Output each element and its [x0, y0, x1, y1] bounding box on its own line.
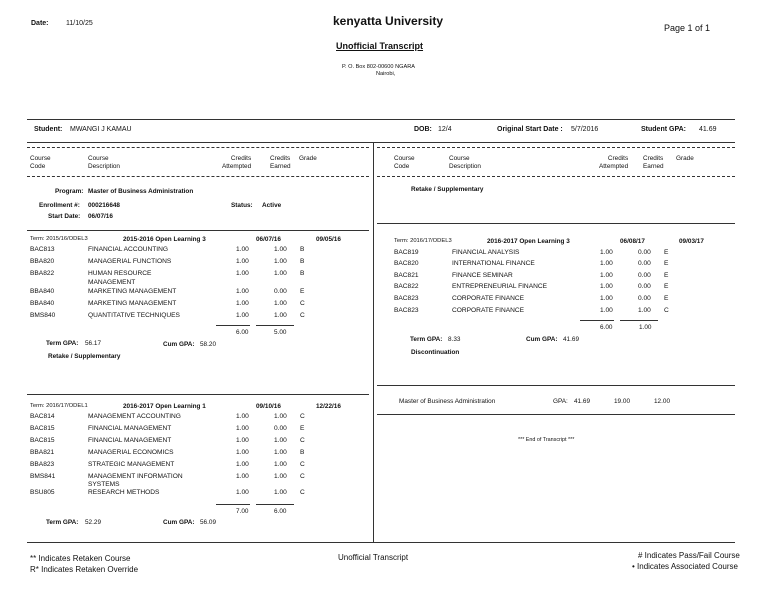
table-row: BAC823 CORPORATE FINANCE 1.00 1.00 C [394, 307, 669, 314]
total-rule [216, 325, 250, 326]
footer-title: Unofficial Transcript [338, 553, 409, 562]
summary-attempted: 19.00 [614, 398, 630, 405]
total-earned: 1.00 [639, 324, 652, 331]
date-value: 11/10/25 [66, 20, 93, 27]
student-gpa-value: 41.69 [699, 126, 717, 133]
total-earned: 6.00 [274, 508, 287, 515]
table-row: BAC821 FINANCE SEMINAR 1.00 0.00 E [394, 272, 669, 279]
retake-note: Retake / Supplementary [411, 186, 484, 193]
status-label: Status: [231, 202, 253, 209]
table-row: BBA822 HUMAN RESOURCE MANAGEMENT 1.00 1.00 B [30, 270, 305, 286]
term-gpa-value: 52.29 [85, 519, 101, 526]
dashed-divider [377, 176, 735, 177]
col-header-earned: Credits Earned [270, 155, 291, 170]
col-header-earned: Credits Earned [643, 155, 664, 170]
term-end: 09/03/17 [679, 238, 704, 245]
divider [27, 119, 735, 120]
table-row: BAC815 FINANCIAL MANAGEMENT 1.00 1.00 C [30, 437, 305, 444]
student-gpa-label: Student GPA: [641, 126, 686, 133]
start-date-value: 5/7/2016 [571, 126, 599, 133]
total-rule [620, 320, 658, 321]
total-attempted: 7.00 [236, 508, 249, 515]
program-label: Program: [55, 188, 84, 195]
term-note: Discontinuation [411, 349, 460, 356]
enrollment-label: Enrollment #: [39, 202, 80, 209]
column-divider [373, 143, 374, 542]
term-gpa-label: Term GPA: [410, 336, 443, 343]
table-row: BAC819 FINANCIAL ANALYSIS 1.00 0.00 E [394, 249, 669, 256]
table-row: BAC820 INTERNATIONAL FINANCE 1.00 0.00 E [394, 260, 669, 267]
program-start-label: Start Date: [48, 213, 81, 220]
term-code: Term: 2016/17/ODEL3 [394, 238, 452, 244]
table-row: BAC815 FINANCIAL MANAGEMENT 1.00 0.00 E [30, 425, 305, 432]
dashed-divider [377, 147, 735, 148]
institution-name: kenyatta University [333, 14, 444, 28]
divider [377, 385, 735, 386]
address-line-2: Nairobi, [376, 71, 396, 77]
summary-gpa-value: 41.69 [574, 398, 590, 405]
date-label: Date: [31, 20, 49, 27]
col-header-code: Course Code [30, 155, 51, 170]
term-code: Term: 2015/16/ODEL3 [30, 236, 88, 242]
summary-gpa-label: GPA: [553, 398, 568, 405]
table-row: BMS840 QUANTITATIVE TECHNIQUES 1.00 1.00 C [30, 312, 305, 319]
divider [377, 414, 735, 415]
col-header-attempted: Credits Attempted [222, 155, 252, 170]
footer-legend-retaken: ** Indicates Retaken Course [30, 554, 131, 563]
page-number: Page 1 of 1 [664, 23, 711, 33]
footer-legend-pass-fail: # Indicates Pass/Fail Course [638, 551, 740, 560]
table-row: BBA820 MANAGERIAL FUNCTIONS 1.00 1.00 B [30, 258, 305, 265]
cum-gpa-value: 58.20 [200, 341, 216, 348]
divider [27, 142, 735, 143]
col-header-attempted: Credits Attempted [599, 155, 629, 170]
divider [27, 542, 735, 543]
table-row: BBA823 STRATEGIC MANAGEMENT 1.00 1.00 C [30, 461, 305, 468]
term-gpa-value: 8.33 [448, 336, 461, 343]
cum-gpa-value: 56.09 [200, 519, 216, 526]
cum-gpa-label: Cum GPA: [163, 519, 195, 526]
divider [377, 223, 735, 224]
table-row: BBA840 MARKETING MANAGEMENT 1.00 0.00 E [30, 288, 305, 295]
divider [27, 394, 369, 395]
table-row: BSU805 RESEARCH METHODS 1.00 1.00 C [30, 489, 305, 496]
table-row: BAC822 ENTREPRENEURIAL FINANCE 1.00 0.00 E [394, 283, 669, 290]
document-title: Unofficial Transcript [336, 41, 424, 51]
table-row: BMS841 MANAGEMENT INFORMATION SYSTEMS 1.00 1.00 C [30, 473, 305, 488]
col-header-grade: Grade [299, 155, 317, 162]
term-name: 2016-2017 Open Learning 1 [123, 403, 206, 410]
term-start: 09/10/16 [256, 403, 281, 410]
col-header-description: Course Description [88, 155, 120, 170]
table-row: BBA840 MARKETING MANAGEMENT 1.00 1.00 C [30, 300, 305, 307]
footer-legend-associated: • Indicates Associated Course [632, 562, 738, 571]
footer-legend-override: R* Indicates Retaken Override [30, 565, 139, 574]
start-date-label: Original Start Date : [497, 126, 563, 133]
term-note: Retake / Supplementary [48, 353, 121, 360]
term-code: Term: 2016/17/ODEL1 [30, 403, 88, 409]
divider [27, 230, 369, 231]
program-start-value: 06/07/16 [88, 213, 113, 220]
summary-earned: 12.00 [654, 398, 670, 405]
term-end: 12/22/16 [316, 403, 341, 410]
cum-gpa-value: 41.69 [563, 336, 579, 343]
total-rule [580, 320, 614, 321]
term-gpa-label: Term GPA: [46, 519, 79, 526]
term-gpa-label: Term GPA: [46, 340, 79, 347]
dob-label: DOB: [414, 126, 432, 133]
total-earned: 5.00 [274, 329, 287, 336]
term-end: 09/05/16 [316, 236, 341, 243]
total-rule [216, 504, 250, 505]
col-header-description: Course Description [449, 155, 481, 170]
col-header-code: Course Code [394, 155, 415, 170]
student-label: Student: [34, 126, 63, 133]
total-attempted: 6.00 [236, 329, 249, 336]
dashed-divider [27, 176, 369, 177]
table-row: BAC814 MANAGEMENT ACCOUNTING 1.00 1.00 C [30, 413, 305, 420]
term-gpa-value: 56.17 [85, 340, 101, 347]
status-value: Active [262, 202, 282, 209]
total-rule [256, 325, 294, 326]
term-start: 06/07/16 [256, 236, 281, 243]
total-attempted: 6.00 [600, 324, 613, 331]
term-name: 2016-2017 Open Learning 3 [487, 238, 570, 245]
enrollment-value: 000216648 [88, 202, 120, 209]
dashed-divider [27, 147, 369, 148]
summary-program: Master of Business Administration [399, 398, 496, 405]
term-name: 2015-2016 Open Learning 3 [123, 236, 206, 243]
table-row: BAC823 CORPORATE FINANCE 1.00 0.00 E [394, 295, 669, 302]
cum-gpa-label: Cum GPA: [163, 341, 195, 348]
end-of-transcript: *** End of Transcript *** [518, 437, 575, 443]
address-line-1: P. O. Box 802-00600 NGARA [342, 64, 415, 70]
program-value: Master of Business Administration [88, 188, 194, 195]
table-row: BBA821 MANAGERIAL ECONOMICS 1.00 1.00 B [30, 449, 305, 456]
cum-gpa-label: Cum GPA: [526, 336, 558, 343]
student-name: MWANGI J KAMAU [70, 126, 132, 133]
total-rule [256, 504, 294, 505]
col-header-grade: Grade [676, 155, 694, 162]
dob-value: 12/4 [438, 126, 452, 133]
table-row: BAC813 FINANCIAL ACCOUNTING 1.00 1.00 B [30, 246, 305, 253]
term-start: 06/08/17 [620, 238, 645, 245]
